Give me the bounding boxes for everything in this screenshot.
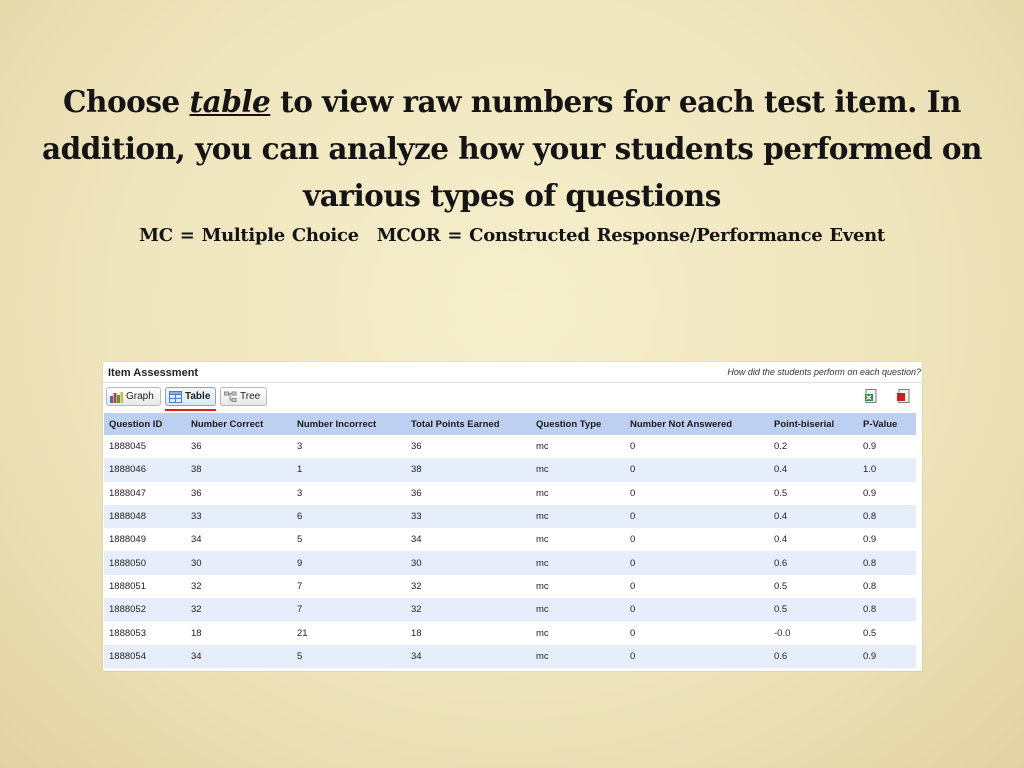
table-cell: 0.4 [769, 528, 858, 551]
table-cell: 1888053 [104, 621, 186, 644]
table-cell: 1888045 [104, 435, 186, 458]
tree-icon [224, 391, 237, 403]
table-row [104, 598, 916, 621]
panel-header [103, 362, 922, 383]
column-header-number-not-answered[interactable]: Number Not Answered [625, 413, 769, 435]
slide-title-part2: to view raw numbers for each test item. In addition, you can analyze how your students performed on various types of questions [42, 84, 982, 213]
table-tab-label: Table [185, 391, 211, 402]
table-cell: 0.2 [769, 435, 858, 458]
table-cell: 1888054 [104, 645, 186, 668]
table-cell: 1888046 [104, 458, 186, 481]
table-cell: 34 [406, 645, 531, 668]
graph-tab-label: Graph [126, 391, 154, 402]
table-cell: mc [531, 598, 625, 621]
table-cell: 0.9 [858, 482, 916, 505]
table-cell: 1888052 [104, 598, 186, 621]
table-cell: 0 [625, 458, 769, 481]
table-cell: 3 [292, 482, 406, 505]
table-cell: 0 [625, 645, 769, 668]
table-cell: 9 [292, 551, 406, 574]
table-cell: 32 [186, 575, 292, 598]
table-cell: -0.0 [769, 621, 858, 644]
table-cell: 1 [292, 458, 406, 481]
table-cell: 0 [625, 598, 769, 621]
table-cell: 0.4 [769, 505, 858, 528]
table-cell: 0.5 [858, 621, 916, 644]
table-cell: 0.6 [769, 551, 858, 574]
table-cell: 6 [292, 505, 406, 528]
table-cell: 0 [625, 528, 769, 551]
table-row [104, 645, 916, 668]
table-cell: 32 [406, 598, 531, 621]
tree-tab-button[interactable] [220, 387, 267, 406]
table-cell: mc [531, 435, 625, 458]
table-cell: mc [531, 551, 625, 574]
table-cell: 0.5 [769, 598, 858, 621]
table-cell: 0.6 [769, 645, 858, 668]
slide-title [30, 78, 994, 219]
table-cell: mc [531, 458, 625, 481]
table-cell: mc [531, 505, 625, 528]
table-cell: 0 [625, 482, 769, 505]
view-toolbar [103, 383, 922, 409]
table-cell: 0.4 [769, 458, 858, 481]
table-body [104, 435, 916, 668]
table-cell: 38 [186, 458, 292, 481]
table-cell: 0.8 [858, 598, 916, 621]
column-header-point-biserial[interactable]: Point-biserial [769, 413, 858, 435]
table-cell: 0.5 [769, 482, 858, 505]
table-cell: 1888048 [104, 505, 186, 528]
table-tab-button[interactable] [165, 387, 216, 406]
column-header-question-id[interactable]: Question ID [104, 413, 186, 435]
table-cell: 32 [186, 598, 292, 621]
table-cell: 34 [186, 528, 292, 551]
panel-question: How did the students perform on each question? [727, 367, 921, 377]
table-cell: 5 [292, 528, 406, 551]
table-cell: 36 [406, 435, 531, 458]
table-cell: 38 [406, 458, 531, 481]
table-cell: 36 [186, 435, 292, 458]
table-cell: 3 [292, 435, 406, 458]
table-cell: 33 [186, 505, 292, 528]
table-cell: 34 [406, 528, 531, 551]
subtitle-mcor: MCOR = Constructed Response/Performance Event [376, 225, 885, 246]
column-header-p-value[interactable]: P-Value [858, 413, 916, 435]
table-cell: mc [531, 621, 625, 644]
table-row [104, 551, 916, 574]
slide-title-part1: Choose [63, 84, 190, 119]
table-row [104, 482, 916, 505]
table-cell: 1888049 [104, 528, 186, 551]
table-cell: 0.8 [858, 575, 916, 598]
table-cell: 30 [186, 551, 292, 574]
table-cell: 0 [625, 435, 769, 458]
table-row [104, 505, 916, 528]
tree-tab-label: Tree [240, 391, 261, 402]
table-cell: 5 [292, 645, 406, 668]
table-row [104, 435, 916, 458]
table-cell: 0 [625, 505, 769, 528]
table-cell: 0.8 [858, 551, 916, 574]
table-cell: 33 [406, 505, 531, 528]
table-cell: 0.8 [858, 505, 916, 528]
table-cell: 7 [292, 598, 406, 621]
table-cell: 36 [186, 482, 292, 505]
table-cell: 34 [186, 645, 292, 668]
table-cell: 1888051 [104, 575, 186, 598]
table-cell: 30 [406, 551, 531, 574]
column-header-number-incorrect[interactable]: Number Incorrect [292, 413, 406, 435]
table-cell: 1888047 [104, 482, 186, 505]
column-header-question-type[interactable]: Question Type [531, 413, 625, 435]
excel-export-icon[interactable] [865, 389, 878, 403]
table-cell: 36 [406, 482, 531, 505]
item-assessment-panel [103, 362, 922, 671]
table-cell: 0 [625, 551, 769, 574]
table-row [104, 621, 916, 644]
table-cell: 18 [186, 621, 292, 644]
table-cell: 18 [406, 621, 531, 644]
table-cell: 32 [406, 575, 531, 598]
table-cell: 0.9 [858, 528, 916, 551]
table-cell: 0.9 [858, 435, 916, 458]
table-row [104, 575, 916, 598]
table-cell: 0 [625, 621, 769, 644]
subtitle-mc: MC = Multiple Choice [139, 225, 359, 246]
bar-chart-icon [110, 391, 123, 403]
table-cell: mc [531, 528, 625, 551]
slide-title-keyword: table [189, 84, 271, 119]
slide-subtitle [30, 222, 994, 250]
table-cell: 1888050 [104, 551, 186, 574]
table-cell: 1.0 [858, 458, 916, 481]
table-cell: 0 [625, 575, 769, 598]
panel-title: Item Assessment [108, 367, 199, 379]
table-cell: 21 [292, 621, 406, 644]
table-cell: mc [531, 645, 625, 668]
table-cell: 0.9 [858, 645, 916, 668]
item-assessment-table [104, 413, 916, 668]
column-header-number-correct[interactable]: Number Correct [186, 413, 292, 435]
table-row [104, 528, 916, 551]
table-cell: 0.5 [769, 575, 858, 598]
column-header-total-points-earned[interactable]: Total Points Earned [406, 413, 531, 435]
table-row [104, 458, 916, 481]
active-tab-indicator [165, 409, 216, 411]
table-cell: mc [531, 482, 625, 505]
table-cell: 7 [292, 575, 406, 598]
graph-tab-button[interactable] [106, 387, 161, 406]
table-icon [169, 391, 182, 403]
pdf-export-icon[interactable] [897, 389, 910, 403]
table-header-row [104, 413, 916, 435]
table-cell: mc [531, 575, 625, 598]
